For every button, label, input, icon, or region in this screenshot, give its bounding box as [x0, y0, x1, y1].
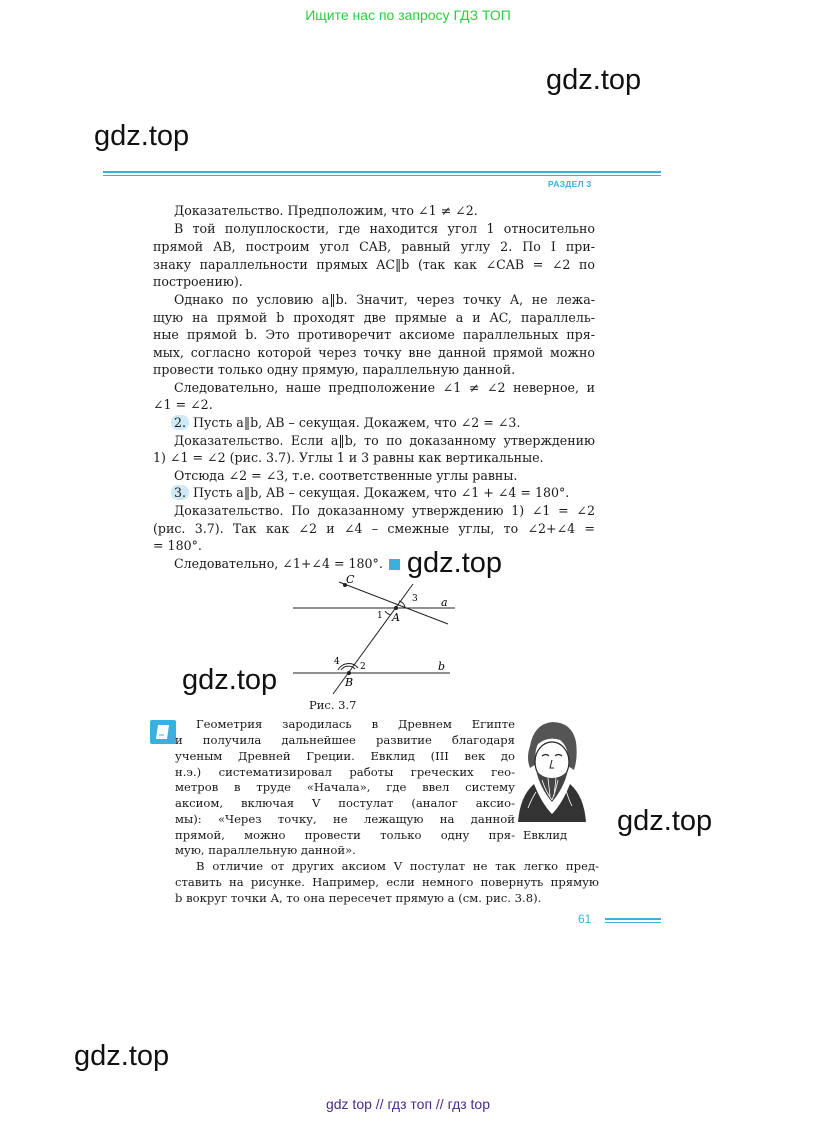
text-line: Однако по условию a‖b. Значит, через точку A, не лежа- [174, 292, 595, 307]
text-line: ные прямой b. Это противоречит аксиоме параллельных пря- [153, 327, 595, 342]
note-line: b вокруг точки A, то она пересечет прямую a (см. рис. 3.8). [175, 891, 542, 905]
text-line: щую на прямой b проходят две прямые a и AC, параллель- [153, 310, 595, 325]
label-line-a: a [441, 596, 448, 609]
euclid-portrait [508, 718, 588, 822]
watermark: gdz.top [546, 64, 642, 96]
text-line: ∠1 = ∠2. [153, 397, 213, 412]
item-number: 3. [171, 485, 189, 500]
header-rule [103, 171, 661, 173]
figure-caption: Рис. 3.7 [309, 698, 357, 712]
text-line: построению). [153, 274, 243, 289]
note-line: и получила дальнейшее развитие благодаря [175, 733, 515, 747]
watermark: gdz.top [406, 547, 503, 579]
note-line: н.э.) систематизировал работы греческих гео- [175, 765, 515, 779]
note-line: метров в труде «Начала», где ввел систему [175, 780, 515, 794]
note-line: аксиом, включая V постулат (аналог аксио- [175, 796, 515, 810]
footer-rule [605, 918, 661, 920]
label-angle-2: 2 [360, 662, 366, 672]
watermark: gdz.top [617, 805, 713, 837]
text-line [153, 484, 595, 502]
text-line: прямой AB, построим угол CAB, равный углу 2. По I при- [153, 239, 595, 254]
note-line: прямой, можно провести только одну пря- [175, 828, 515, 842]
label-c: C [346, 573, 355, 586]
note-icon [150, 720, 176, 744]
note-line: ставить на рисунке. Например, если немного повернуть прямую [175, 875, 599, 889]
note-line: В отличие от других аксиом V постулат не так легко пред- [196, 859, 599, 873]
text-line: Доказательство. По доказанному утверждению 1) ∠1 = ∠2 [174, 503, 595, 518]
text-span: Пусть a‖b, AB – секущая. Докажем, что ∠2 = ∠3. [189, 415, 521, 430]
section-label: РАЗДЕЛ 3 [548, 179, 592, 189]
text-line: Следовательно, наше предположение ∠1 ≠ ∠2 неверное, и [174, 380, 595, 395]
item-number: 2. [171, 415, 189, 430]
watermark: gdz.top [74, 1040, 170, 1072]
label-b-point: B [345, 676, 354, 689]
figure-parallel-lines [285, 570, 460, 695]
label-angle-3: 3 [412, 594, 418, 604]
point-b [347, 671, 351, 675]
note-line: мы): «Через точку, не лежащую на данной [175, 812, 515, 826]
text-line [153, 414, 595, 432]
text-line: 1) ∠1 = ∠2 (рис. 3.7). Углы 1 и 3 равны как вертикальные. [153, 450, 544, 465]
text-span: Пусть a‖b, AB – секущая. Докажем, что ∠1 + ∠4 = 180°. [189, 485, 570, 500]
top-banner[interactable]: Ищите нас по запросу ГДЗ ТОП [305, 7, 511, 23]
header-rule [103, 175, 661, 176]
text-line: = 180°. [153, 538, 202, 553]
page-number: 61 [578, 912, 592, 926]
text-span: Следовательно, ∠1+∠4 = 180°. [174, 556, 383, 571]
note-line: ученым Древней Греции. Евклид (III век до [175, 749, 515, 763]
note-line: Геометрия зародилась в Древнем Египте [196, 717, 515, 731]
footer-links[interactable]: gdz top // гдз топ // гдз top [325, 1096, 491, 1112]
label-angle-4: 4 [334, 657, 340, 667]
footer-rule [605, 922, 661, 923]
point-a [394, 606, 398, 610]
wm-square-icon [389, 559, 400, 570]
text-line: мых, согласно которой через точку вне данной прямой можно [153, 345, 595, 360]
angle-1-arc [385, 611, 391, 615]
label-line-b: b [438, 660, 446, 673]
text-line: В той полуплоскости, где находится угол 1 относительно [174, 221, 595, 236]
text-line: Доказательство. Предположим, что ∠1 ≠ ∠2. [174, 203, 478, 218]
text-line: (рис. 3.7). Так как ∠2 и ∠4 – смежные углы, то ∠2+∠4 = [153, 521, 595, 536]
text-line: знаку параллельности прямых AC‖b (так как ∠CAB = ∠2 по [153, 257, 595, 272]
label-a-point: A [392, 611, 400, 624]
portrait-caption: Евклид [523, 828, 568, 842]
text-line: Доказательство. Если a‖b, то по доказанному утверждению [174, 433, 595, 448]
watermark: gdz.top [94, 120, 190, 152]
label-angle-1: 1 [377, 611, 383, 621]
text-line: Отсюда ∠2 = ∠3, т.е. соответственные углы равны. [174, 468, 518, 483]
text-line: провести только одну прямую, параллельную данной. [153, 362, 516, 377]
watermark: gdz.top [182, 664, 278, 696]
note-line: мую, параллельную данной». [175, 843, 356, 857]
